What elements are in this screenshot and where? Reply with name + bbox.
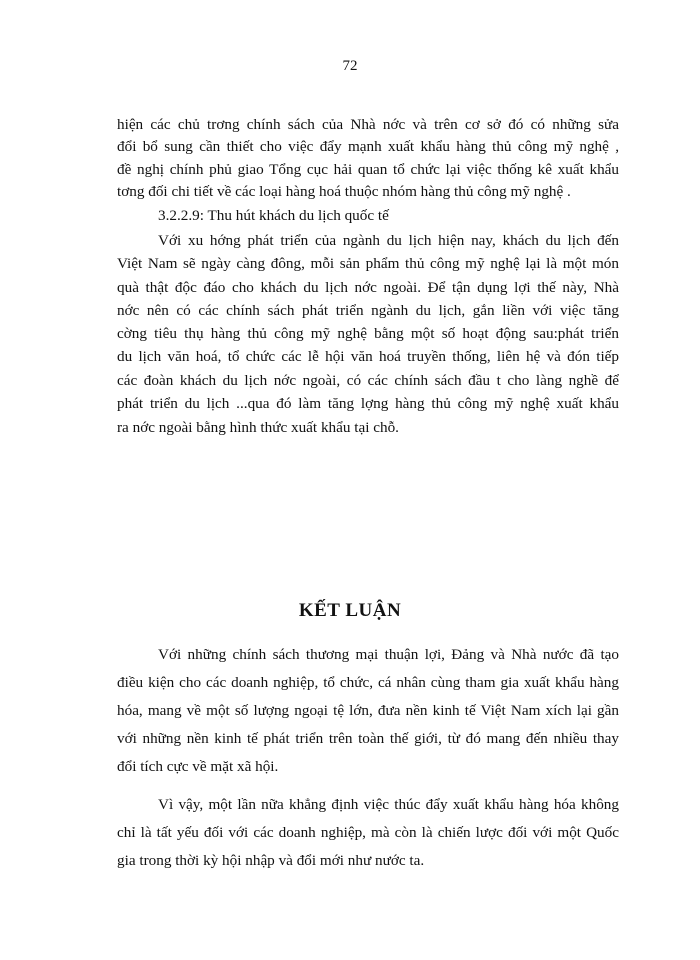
paragraph-line: với những nền kinh tế phát triển trên toàn thế giới, từ đó mang đến nhiều thay: [117, 730, 619, 747]
paragraph-line: Với xu hớng phát triển của ngành du lịch hiện nay, khách du lịch đến: [158, 232, 619, 249]
paragraph-line: đổi tích cực về mặt xã hội.: [117, 758, 279, 775]
subsection-heading: 3.2.2.9: Thu hút khách du lịch quốc tế: [158, 207, 389, 224]
paragraph-line: đổi bổ sung cần thiết cho việc đẩy mạnh xuất khẩu hàng thủ công mỹ nghệ ,: [117, 138, 619, 155]
paragraph-line: gia trong thời kỳ hội nhập và đổi mới như nước ta.: [117, 852, 425, 869]
paragraph-line: đề nghị chính phủ giao Tổng cục hải quan tổ chức lại việc thống kê xuất khẩu: [117, 161, 619, 178]
paragraph-line: chỉ là tất yếu đối với các doanh nghiệp, mà còn là chiến lược đối với một Quốc: [117, 824, 619, 841]
conclusion-title: KẾT LUẬN: [298, 600, 402, 621]
paragraph-line: điều kiện cho các doanh nghiệp, tổ chức, cá nhân cùng tham gia xuất khẩu hàng: [117, 674, 619, 691]
paragraph-line: Việt Nam sẽ ngày càng đông, mỗi sản phẩm thủ công mỹ nghệ lại là một món: [117, 255, 619, 272]
paragraph-line: hóa, mang về một số lượng ngoại tệ lớn, đưa nền kinh tế Việt Nam xích lại gần: [117, 702, 619, 719]
paragraph-line: Vì vậy, một lần nữa khẳng định việc thúc đẩy xuất khẩu hàng hóa không: [158, 796, 619, 813]
paragraph-line: cờng tiêu thụ hàng thủ công mỹ nghệ bằng một số hoạt động sau:phát triển: [117, 325, 619, 342]
paragraph-line: du lịch văn hoá, tổ chức các lễ hội văn hoá truyền thống, liên hệ và đón tiếp: [117, 348, 619, 365]
paragraph-line: hiện các chủ trơng chính sách của Nhà nớc và trên cơ sở đó có những sửa: [117, 116, 619, 133]
paragraph-line: ra nớc ngoài bằng hình thức xuất khẩu tại chỗ.: [117, 419, 399, 436]
paragraph-line: nớc nên có các chính sách phát triển ngành du lịch, gắn liền với việc tăng: [117, 302, 619, 319]
paragraph-line: Với những chính sách thương mại thuận lợi, Đảng và Nhà nước đã tạo: [158, 646, 619, 663]
page-number: 72: [342, 58, 358, 74]
paragraph-line: quà thật độc đáo cho khách du lịch nớc ngoài. Để tận dụng lợi thế này, Nhà: [117, 279, 619, 296]
paragraph-line: tơng đối chi tiết về các loại hàng hoá thuộc nhóm hàng thủ công mỹ nghệ .: [117, 183, 571, 200]
paragraph-line: phát triển du lịch ...qua đó làm tăng lợng hàng thủ công mỹ nghệ xuất khẩu: [117, 395, 619, 412]
paragraph-line: các đoàn khách du lịch nớc ngoài, có các chính sách đầu t cho làng nghề để: [117, 372, 619, 389]
